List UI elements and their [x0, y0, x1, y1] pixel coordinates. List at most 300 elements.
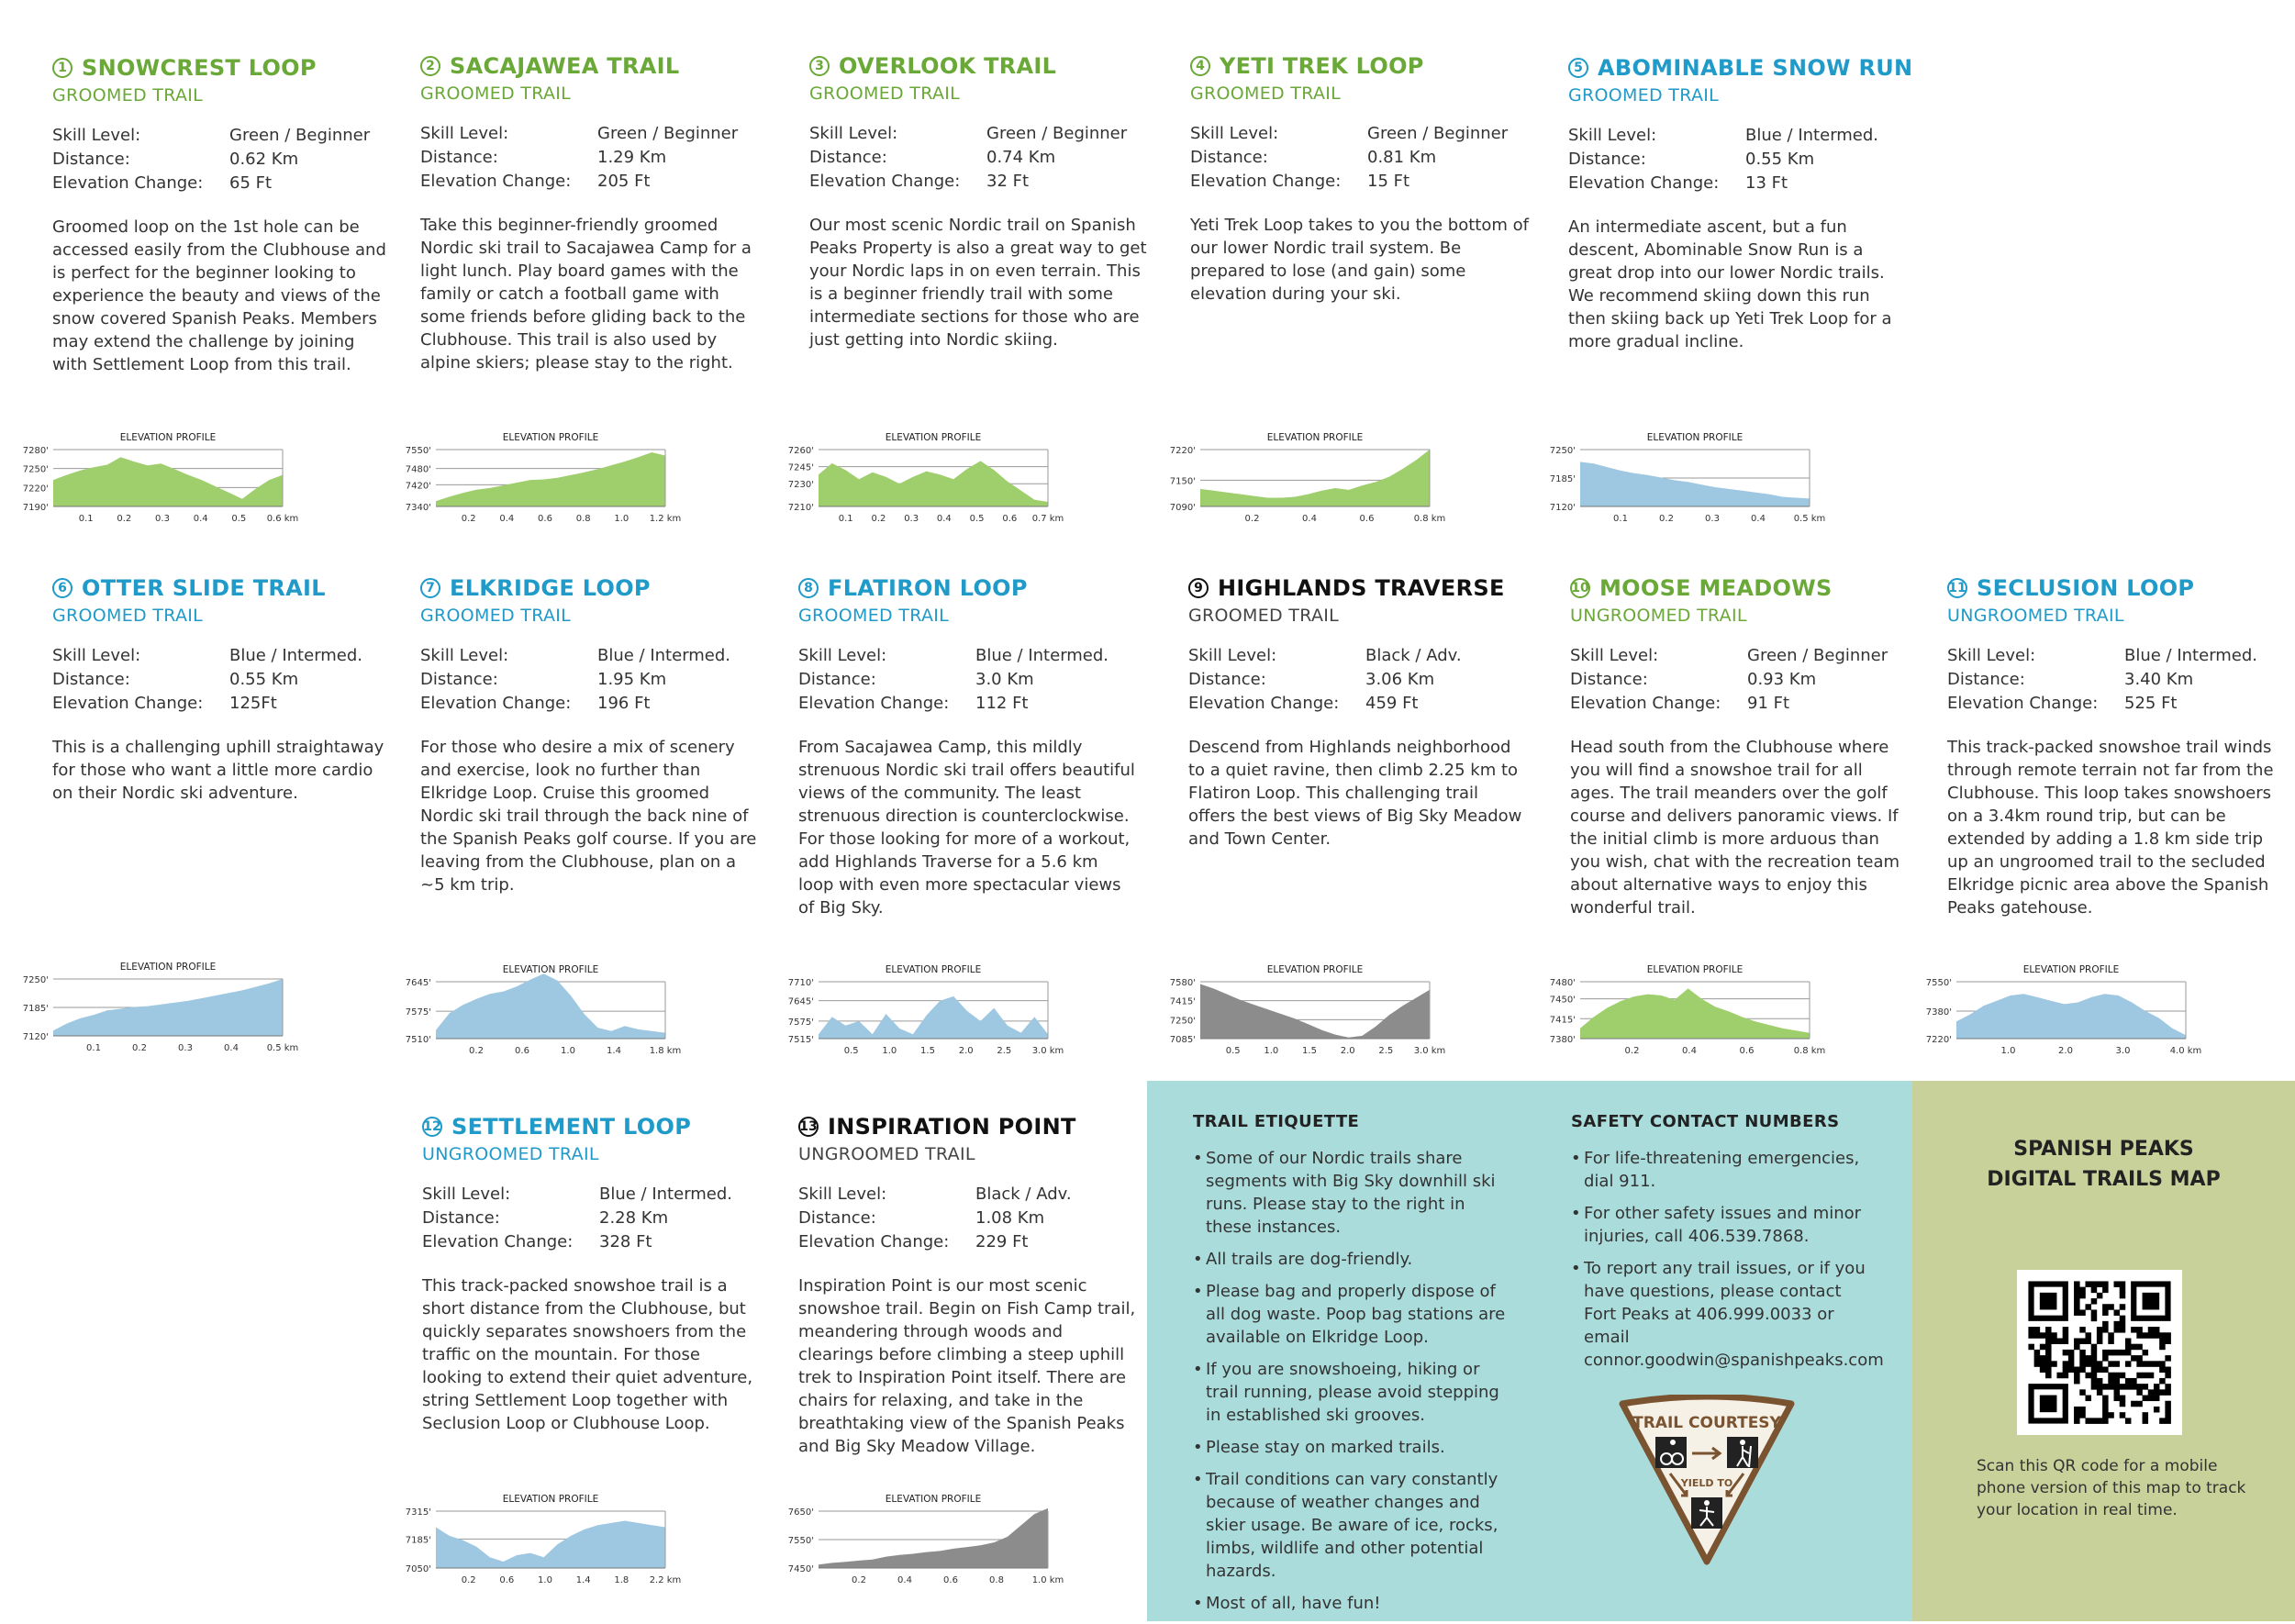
profile-y-tick: 7220' — [1925, 1035, 1952, 1045]
trail-header — [798, 575, 1138, 601]
trail-card-3 — [809, 53, 1149, 351]
profile-y-tick: 7650' — [787, 1507, 814, 1518]
profile-x-tick: 1.0 — [561, 1046, 575, 1056]
distance-label: Distance: — [1947, 670, 2025, 689]
profile-x-tick: 0.3 — [155, 514, 170, 524]
profile-area — [1956, 994, 2186, 1039]
trail-card-9 — [1188, 575, 1528, 851]
profile-y-tick: 7250' — [22, 464, 49, 475]
trail-header — [809, 53, 1149, 79]
profile-y-tick: 7085' — [1169, 1035, 1196, 1045]
trail-description: An intermediate ascent, but a fun descent, Abominable Snow Run is a great drop into our lower Nordic trails. We recommend skiing down this run then skiing back up Yeti Trek Loop for a more gradual incline. — [1568, 217, 1892, 351]
profile-x-tick: 1.4 — [575, 1575, 591, 1585]
list-item: • Please bag and properly dispose of all dog waste. Poop bag stations are available on Elkridge Loop. — [1193, 1280, 1514, 1349]
profile-x-tick: 2.0 — [958, 1046, 974, 1056]
skill-level-row — [1190, 122, 1530, 146]
trail-stats — [809, 122, 1149, 194]
trail-type: GROOMED TRAIL — [420, 606, 572, 626]
elevation-change-value: 125Ft — [229, 694, 277, 713]
profile-x-tick: 0.5 — [231, 514, 247, 524]
profile-x-tick: 2.5 — [997, 1046, 1012, 1056]
profile-x-tick: 0.8 km — [1413, 514, 1446, 524]
trail-name: FLATIRON LOOP — [828, 575, 1028, 601]
trail-number-badge: 7 — [420, 578, 440, 598]
profile-x-tick: 1.0 — [882, 1046, 897, 1056]
trail-type: UNGROOMED TRAIL — [422, 1144, 599, 1164]
profile-y-tick: 7340' — [405, 503, 431, 513]
profile-x-tick: 0.6 — [1359, 514, 1375, 524]
trail-description: From Sacajawea Camp, this mildly strenuous Nordic ski trail offers beautiful views of the community. The least strenuous direction is counterclockwise. For those looking for more of a workout, add Highlands Traverse for a 5.6 km loop with even more spectacular views of Big Sky. — [798, 738, 1135, 918]
trail-name: OTTER SLIDE TRAIL — [82, 575, 326, 601]
elevation-change-label: Elevation Change: — [420, 694, 572, 713]
trail-number-badge: 1 — [52, 58, 72, 78]
elevation-change-value: 112 Ft — [975, 694, 1029, 713]
distance-value: 1.08 Km — [975, 1208, 1045, 1228]
trail-number-badge: 5 — [1568, 58, 1588, 78]
distance-row — [1190, 146, 1530, 170]
skill-level-value: Black / Adv. — [1365, 646, 1462, 665]
profile-y-tick: 7450' — [787, 1564, 814, 1574]
trail-description: Our most scenic Nordic trail on Spanish Peaks Property is also a great way to get your Nordic laps in on even terrain. This is a beginner friendly trail with some intermediate sections for those who are just getting into Nordic skiing. — [809, 216, 1147, 350]
trail-header — [1570, 575, 1910, 601]
profile-x-tick: 4.0 km — [2169, 1046, 2202, 1056]
qr-title-line2: DIGITAL TRAILS MAP — [1987, 1168, 2221, 1191]
profile-x-tick: 0.4 — [224, 1043, 239, 1053]
distance-row — [1570, 668, 1910, 692]
distance-row — [1188, 668, 1528, 692]
elevation-change-value: 13 Ft — [1745, 173, 1788, 193]
elevation-change-row — [1568, 172, 1908, 195]
trail-header — [1190, 53, 1530, 79]
profile-y-tick: 7510' — [405, 1035, 431, 1045]
profile-area — [436, 973, 665, 1039]
trail-description: For those who desire a mix of scenery and exercise, look no further than Elkridge Loop. Cruise this groomed Nordic ski trail through the back nine of the Spanish Peaks golf course. If you are leaving from the Clubhouse, plan on a ~5 km trip. — [420, 738, 757, 895]
skill-level-label: Skill Level: — [420, 124, 509, 143]
profile-y-tick: 7380' — [1925, 1007, 1952, 1018]
profile-x-tick: 2.2 km — [649, 1575, 682, 1585]
profile-y-tick: 7250' — [1549, 446, 1576, 456]
qr-panel — [1912, 1081, 2295, 1621]
skill-level-row — [52, 644, 392, 668]
distance-label: Distance: — [420, 148, 498, 167]
trail-stats — [1947, 644, 2287, 716]
skill-level-row — [1568, 124, 1908, 148]
elevation-change-label: Elevation Change: — [798, 1232, 950, 1251]
trail-card-11 — [1947, 575, 2287, 919]
profile-title: ELEVATION PROFILE — [502, 432, 599, 443]
profile-x-tick: 0.4 — [193, 514, 208, 524]
elevation-change-row — [422, 1230, 762, 1254]
profile-y-tick: 7415' — [1549, 1015, 1576, 1026]
list-item: • For other safety issues and minor injuries, call 406.539.7868. — [1571, 1202, 1874, 1248]
distance-label: Distance: — [422, 1208, 500, 1228]
profile-x-tick: 0.3 — [1705, 514, 1720, 524]
courtesy-title: TRAIL COURTESY — [1632, 1414, 1781, 1432]
profile-y-tick: 7420' — [405, 481, 431, 492]
elevation-change-row — [52, 692, 392, 716]
distance-value: 0.81 Km — [1367, 148, 1437, 167]
elevation-profile-11 — [1920, 962, 2223, 1090]
profile-y-tick: 7580' — [1169, 978, 1196, 988]
profile-y-tick: 7280' — [22, 446, 49, 456]
skill-level-label: Skill Level: — [1570, 646, 1659, 665]
trail-card-13 — [798, 1114, 1138, 1458]
skill-level-label: Skill Level: — [1947, 646, 2036, 665]
trail-number-badge: 10 — [1570, 578, 1590, 598]
trail-description: Head south from the Clubhouse where you will find a snowshoe trail for all ages. The trail meanders over the golf course and delivers panoramic views. If the initial climb is more arduous than you wish, chat with the recreation team about alternative ways to enjoy this wonderful trail. — [1570, 738, 1900, 918]
trail-stats — [798, 644, 1138, 716]
elevation-change-row — [798, 692, 1138, 716]
trail-number-badge: 4 — [1190, 56, 1210, 76]
distance-row — [420, 668, 760, 692]
profile-x-tick: 0.1 — [1613, 514, 1628, 524]
elevation-change-value: 32 Ft — [986, 172, 1030, 191]
trail-stats — [420, 122, 760, 194]
etiquette-title: TRAIL ETIQUETTE — [1193, 1112, 1360, 1131]
skill-level-label: Skill Level: — [1190, 124, 1279, 143]
skill-level-value: Green / Beginner — [986, 124, 1128, 143]
profile-title: ELEVATION PROFILE — [885, 964, 982, 975]
trail-type: GROOMED TRAIL — [798, 606, 950, 626]
profile-y-tick: 7245' — [787, 462, 814, 473]
profile-title: ELEVATION PROFILE — [2022, 964, 2120, 975]
profile-x-tick: 1.0 — [1264, 1046, 1279, 1056]
distance-label: Distance: — [798, 670, 876, 689]
skill-level-row — [809, 122, 1149, 146]
profile-x-tick: 0.6 — [499, 1575, 515, 1585]
profile-area — [819, 996, 1048, 1039]
profile-area — [819, 1508, 1048, 1568]
profile-x-tick: 0.2 — [461, 1575, 476, 1585]
profile-x-tick: 0.4 — [499, 514, 515, 524]
profile-y-tick: 7230' — [787, 480, 814, 491]
distance-value: 3.06 Km — [1365, 670, 1435, 689]
trail-number-badge: 11 — [1947, 578, 1967, 598]
trail-header — [1568, 55, 1913, 81]
profile-x-tick: 0.4 — [1682, 1046, 1697, 1056]
trail-name: ABOMINABLE SNOW RUN — [1598, 55, 1913, 81]
profile-area — [53, 457, 283, 506]
list-item: • If you are snowshoeing, hiking or trail running, please avoid stepping in established ski grooves. — [1193, 1358, 1514, 1427]
trail-courtesy-sign — [1615, 1395, 1799, 1567]
profile-y-tick: 7710' — [787, 978, 814, 988]
skill-level-row — [420, 122, 760, 146]
distance-value: 1.29 Km — [597, 148, 667, 167]
elevation-change-label: Elevation Change: — [798, 694, 950, 713]
profile-title: ELEVATION PROFILE — [885, 1494, 982, 1505]
distance-label: Distance: — [1568, 150, 1646, 169]
list-item: • All trails are dog-friendly. — [1193, 1248, 1514, 1271]
profile-title: ELEVATION PROFILE — [1646, 432, 1744, 443]
trail-stats — [422, 1183, 762, 1254]
profile-x-tick: 3.0 km — [1031, 1046, 1064, 1056]
profile-y-tick: 7550' — [787, 1536, 814, 1546]
profile-title: ELEVATION PROFILE — [119, 432, 217, 443]
skill-level-row — [798, 1183, 1138, 1207]
profile-y-tick: 7220' — [22, 484, 49, 495]
trail-type: GROOMED TRAIL — [1188, 606, 1340, 626]
profile-y-tick: 7120' — [22, 1032, 49, 1042]
elevation-profile-7 — [399, 962, 702, 1090]
profile-x-tick: 0.3 — [178, 1043, 193, 1053]
skill-level-label: Skill Level: — [422, 1185, 511, 1204]
profile-title: ELEVATION PROFILE — [885, 432, 982, 443]
elevation-profile-5 — [1543, 429, 1846, 558]
list-item: • To report any trail issues, or if you have questions, please contact Fort Peaks at 406.999.0033 or email connor.goodwin@spanishpeaks.com — [1571, 1257, 1874, 1372]
distance-row — [420, 146, 760, 170]
distance-value: 3.40 Km — [2124, 670, 2194, 689]
distance-row — [1568, 148, 1908, 172]
profile-x-tick: 0.2 — [1244, 514, 1260, 524]
elevation-change-label: Elevation Change: — [1570, 694, 1721, 713]
trail-stats — [52, 644, 392, 716]
profile-x-tick: 0.7 km — [1031, 514, 1064, 524]
elevation-profile-1 — [17, 429, 319, 558]
skill-level-value: Blue / Intermed. — [229, 646, 363, 665]
profile-x-tick: 0.6 — [1739, 1046, 1755, 1056]
elevation-profile-2 — [399, 429, 702, 558]
profile-x-tick: 0.3 — [904, 514, 919, 524]
profile-x-tick: 0.2 — [1659, 514, 1674, 524]
trail-description: This track-packed snowshoe trail winds through remote terrain not far from the Clubhouse. This loop takes snowshoers on a 3.4km round trip, but can be extended by adding a 1.8 km side trip up an ungroomed trail to the secluded Elkridge picnic area above the Spanish Peaks gatehouse. — [1947, 738, 2274, 918]
elevation-profile-12 — [399, 1491, 702, 1619]
distance-value: 1.95 Km — [597, 670, 667, 689]
elevation-change-value: 459 Ft — [1365, 694, 1419, 713]
profile-y-tick: 7120' — [1549, 503, 1576, 513]
profile-x-tick: 1.2 km — [649, 514, 682, 524]
skill-level-row — [1570, 644, 1910, 668]
profile-y-tick: 7315' — [405, 1507, 431, 1518]
distance-label: Distance: — [1190, 148, 1268, 167]
skill-level-value: Blue / Intermed. — [597, 646, 731, 665]
elevation-profile-4 — [1164, 429, 1466, 558]
trail-stats — [1568, 124, 1908, 195]
profile-x-tick: 0.5 — [969, 514, 985, 524]
skill-level-row — [1947, 644, 2287, 668]
trail-stats — [1570, 644, 1910, 716]
profile-x-tick: 1.5 — [1302, 1046, 1317, 1056]
trail-name: SNOWCREST LOOP — [82, 55, 317, 81]
profile-x-tick: 0.2 — [461, 514, 476, 524]
profile-area — [1580, 462, 1810, 506]
profile-title: ELEVATION PROFILE — [119, 962, 217, 973]
profile-y-tick: 7575' — [405, 1007, 431, 1018]
profile-x-tick: 2.0 — [1340, 1046, 1355, 1056]
skill-level-row — [420, 644, 760, 668]
trail-type: GROOMED TRAIL — [420, 83, 572, 104]
hiker-icon — [1727, 1437, 1758, 1468]
distance-label: Distance: — [420, 670, 498, 689]
list-item: • Some of our Nordic trails share segments with Big Sky downhill ski runs. Please stay to the right in these instances. — [1193, 1147, 1514, 1239]
skill-level-value: Green / Beginner — [1367, 124, 1509, 143]
distance-value: 0.74 Km — [986, 148, 1056, 167]
trail-header — [798, 1114, 1138, 1140]
elevation-change-label: Elevation Change: — [1190, 172, 1342, 191]
list-item: • For life-threatening emergencies, dial 911. — [1571, 1147, 1874, 1193]
profile-y-tick: 7550' — [405, 446, 431, 456]
distance-label: Distance: — [798, 1208, 876, 1228]
profile-y-tick: 7185' — [22, 1004, 49, 1014]
elevation-change-row — [420, 170, 760, 194]
profile-x-tick: 0.4 — [936, 514, 952, 524]
trail-stats — [1190, 122, 1530, 194]
qr-title-line1: SPANISH PEAKS — [2013, 1138, 2194, 1161]
profile-x-tick: 1.8 — [614, 1575, 629, 1585]
profile-x-tick: 0.2 — [469, 1046, 484, 1056]
profile-y-tick: 7050' — [405, 1564, 431, 1574]
profile-x-tick: 0.6 — [515, 1046, 529, 1056]
profile-x-tick: 2.5 — [1378, 1046, 1394, 1056]
profile-y-tick: 7150' — [1169, 476, 1196, 487]
trail-type: GROOMED TRAIL — [1190, 83, 1342, 104]
elevation-change-value: 196 Ft — [597, 694, 651, 713]
profile-x-tick: 0.1 — [78, 514, 94, 524]
profile-x-tick: 1.0 km — [1031, 1575, 1064, 1585]
qr-caption: Scan this QR code for a mobile phone version of this map to track your location in real time. — [1977, 1457, 2246, 1519]
trail-header — [1947, 575, 2287, 601]
trail-card-12 — [422, 1114, 762, 1435]
profile-x-tick: 0.8 km — [1793, 1046, 1826, 1056]
distance-row — [52, 148, 392, 172]
skill-level-value: Green / Beginner — [597, 124, 739, 143]
distance-value: 3.0 Km — [975, 670, 1034, 689]
profile-x-tick: 1.0 — [2000, 1046, 2016, 1056]
trail-type: UNGROOMED TRAIL — [1947, 606, 2124, 626]
elevation-change-label: Elevation Change: — [1568, 173, 1720, 193]
trail-card-5 — [1568, 55, 1913, 353]
trail-card-7 — [420, 575, 760, 896]
trail-name: ELKRIDGE LOOP — [450, 575, 651, 601]
skill-level-row — [1188, 644, 1528, 668]
elevation-change-row — [1570, 692, 1910, 716]
profile-x-tick: 1.8 km — [649, 1046, 682, 1056]
trail-number-badge: 12 — [422, 1117, 442, 1137]
trail-header — [420, 53, 760, 79]
trail-number-badge: 6 — [52, 578, 72, 598]
profile-x-tick: 0.2 — [117, 514, 132, 524]
skill-level-label: Skill Level: — [420, 646, 509, 665]
skill-level-label: Skill Level: — [798, 646, 887, 665]
profile-y-tick: 7250' — [1169, 1016, 1196, 1027]
profile-title: ELEVATION PROFILE — [1646, 964, 1744, 975]
profile-y-tick: 7185' — [1549, 474, 1576, 484]
elevation-profile-3 — [782, 429, 1085, 558]
distance-value: 0.55 Km — [1745, 150, 1815, 169]
trail-description: This track-packed snowshoe trail is a short distance from the Clubhouse, but quickly separates snowshoers from the traffic on the mountain. For those looking to extend their quiet adventure, string Settlement Loop together with Seclusion Loop or Clubhouse Loop. — [422, 1276, 753, 1433]
profile-y-tick: 7090' — [1169, 503, 1196, 513]
trail-stats — [420, 644, 760, 716]
distance-value: 0.93 Km — [1747, 670, 1817, 689]
skill-level-value: Blue / Intermed. — [1745, 126, 1879, 145]
profile-x-tick: 0.5 — [843, 1046, 859, 1056]
trail-description: Descend from Highlands neighborhood to a quiet ravine, then climb 2.25 km to Flatiron Loop. This challenging trail offers the best views of Big Sky Meadow and Town Center. — [1188, 738, 1522, 849]
skill-level-row — [798, 644, 1138, 668]
trail-number-badge: 2 — [420, 56, 440, 76]
list-item: • Most of all, have fun! — [1193, 1592, 1514, 1615]
trail-etiquette-panel — [1147, 1081, 1912, 1621]
profile-x-tick: 1.5 — [920, 1046, 935, 1056]
trail-number-badge: 9 — [1188, 578, 1209, 598]
elevation-change-label: Elevation Change: — [52, 173, 204, 193]
distance-value: 2.28 Km — [599, 1208, 669, 1228]
skill-level-value: Black / Adv. — [975, 1185, 1072, 1204]
skill-level-label: Skill Level: — [1188, 646, 1277, 665]
elevation-change-row — [1190, 170, 1530, 194]
distance-row — [798, 668, 1138, 692]
skill-level-row — [52, 124, 392, 148]
profile-y-tick: 7515' — [787, 1035, 814, 1045]
qr-code[interactable] — [2017, 1270, 2182, 1435]
skill-level-value: Blue / Intermed. — [599, 1185, 733, 1204]
elevation-profile-9 — [1164, 962, 1466, 1090]
etiquette-list — [1193, 1147, 1514, 1624]
elevation-change-value: 65 Ft — [229, 173, 273, 193]
trail-description: Take this beginner-friendly groomed Nordic ski trail to Sacajawea Camp for a light lunch. Play board games with the family or catch a football game with some friends before gliding back to the Clubhouse. This trail is also used by alpine skiers; please stay to the right. — [420, 216, 752, 373]
profile-area — [436, 1521, 665, 1569]
trail-stats — [1188, 644, 1528, 716]
trail-name: YETI TREK LOOP — [1220, 53, 1424, 79]
elevation-change-label: Elevation Change: — [52, 694, 204, 713]
elevation-change-row — [420, 692, 760, 716]
trail-name: MOOSE MEADOWS — [1599, 575, 1833, 601]
trail-card-2 — [420, 53, 760, 374]
skill-level-label: Skill Level: — [52, 126, 141, 145]
profile-area — [436, 452, 665, 506]
profile-y-tick: 7380' — [1549, 1035, 1576, 1045]
profile-title: ELEVATION PROFILE — [502, 964, 599, 975]
trail-type: UNGROOMED TRAIL — [798, 1144, 975, 1164]
profile-y-tick: 7450' — [1549, 995, 1576, 1006]
profile-x-tick: 0.4 — [1302, 514, 1317, 524]
qr-title — [1912, 1134, 2295, 1195]
profile-title: ELEVATION PROFILE — [1266, 432, 1364, 443]
distance-label: Distance: — [1570, 670, 1648, 689]
elevation-change-label: Elevation Change: — [809, 172, 961, 191]
profile-x-tick: 0.6 km — [266, 514, 299, 524]
elevation-change-label: Elevation Change: — [420, 172, 572, 191]
distance-row — [422, 1207, 762, 1230]
profile-y-tick: 7250' — [22, 975, 49, 985]
elevation-profile-8 — [782, 962, 1085, 1090]
elevation-profile-13 — [782, 1491, 1085, 1619]
trail-stats — [52, 124, 392, 195]
elevation-change-value: 525 Ft — [2124, 694, 2178, 713]
trail-name: HIGHLANDS TRAVERSE — [1218, 575, 1505, 601]
elevation-change-value: 15 Ft — [1367, 172, 1410, 191]
trail-name: SETTLEMENT LOOP — [451, 1114, 692, 1140]
trail-type: GROOMED TRAIL — [809, 83, 961, 104]
profile-x-tick: 1.0 — [614, 514, 629, 524]
skill-level-label: Skill Level: — [798, 1185, 887, 1204]
elevation-change-row — [1188, 692, 1528, 716]
profile-area — [1200, 450, 1430, 506]
elevation-change-row — [52, 172, 392, 195]
trail-header — [52, 55, 392, 81]
trail-description: Groomed loop on the 1st hole can be accessed easily from the Clubhouse and is perfect for the beginner looking to experience the beauty and views of the snow covered Spanish Peaks. Members may extend the challenge by joining with Settlement Loop from this trail. — [52, 217, 386, 374]
profile-area — [1200, 984, 1430, 1040]
profile-x-tick: 3.0 km — [1413, 1046, 1446, 1056]
elevation-change-value: 328 Ft — [599, 1232, 652, 1251]
trail-description: Inspiration Point is our most scenic snowshoe trail. Begin on Fish Camp trail, meandering through woods and clearings before climbing a steep uphill trek to Inspiration Point itself. There are chairs for relaxing, and take in the breathtaking view of the Spanish Peaks and Big Sky Meadow Village. — [798, 1276, 1136, 1456]
trail-type: GROOMED TRAIL — [52, 85, 204, 106]
trail-header — [422, 1114, 762, 1140]
snowshoer-icon — [1691, 1497, 1722, 1529]
elevation-change-label: Elevation Change: — [1188, 694, 1340, 713]
profile-title: ELEVATION PROFILE — [1266, 964, 1364, 975]
elevation-change-value: 229 Ft — [975, 1232, 1029, 1251]
skill-level-value: Green / Beginner — [229, 126, 371, 145]
distance-label: Distance: — [1188, 670, 1266, 689]
